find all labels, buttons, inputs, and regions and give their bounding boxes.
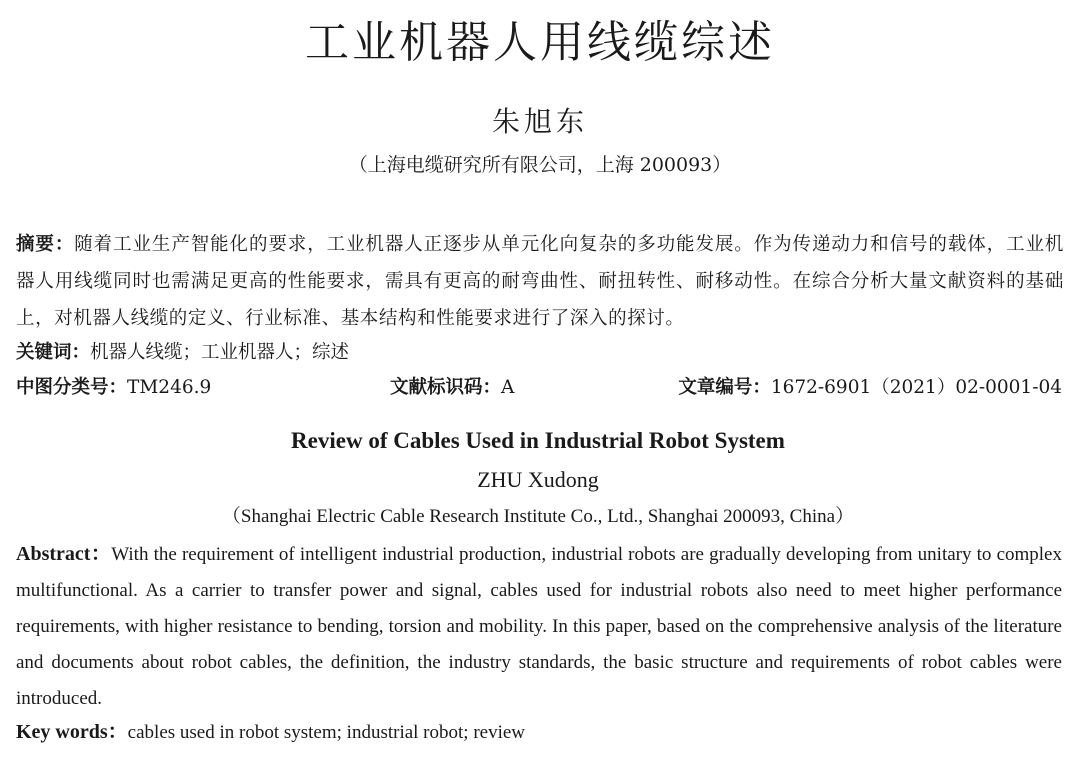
- chinese-title: 工业机器人用线缆综述: [305, 17, 775, 68]
- english-affiliation: （Shanghai Electric Cable Research Institute Co., Ltd., Shanghai 200093, China）: [221, 506, 855, 527]
- chinese-keywords-label: 关键词：: [16, 342, 91, 363]
- english-abstract-label: Abstract：: [16, 543, 112, 565]
- classification-label: 中图分类号：: [16, 377, 128, 398]
- english-title: Review of Cables Used in Industrial Robot System: [291, 428, 785, 453]
- english-author: ZHU Xudong: [477, 467, 599, 492]
- classification-number: [16, 372, 211, 404]
- english-keywords-text: cables used in robot system; industrial robot; review: [127, 722, 526, 743]
- chinese-keywords-text: 机器人线缆；工业机器人；综述: [90, 342, 350, 363]
- english-keywords-label: Key words：: [16, 721, 128, 743]
- document-code: [390, 372, 514, 404]
- chinese-abstract-text: 随着工业生产智能化的要求，工业机器人正逐步从单元化向复杂的多功能发展。作为传递动力和信号的载体，工业机器人用线缆同时也需满足更高的性能要求，需具有更高的耐弯曲性、耐扭转性、耐移动性。在综合分析大量文献资料的基础上，对机器人线缆的定义、行业标准、基本结构和性能要求进行了深入的探讨。: [16, 234, 1064, 329]
- chinese-affiliation: （上海电缆研究所有限公司，上海 200093）: [348, 154, 732, 176]
- chinese-keywords: [16, 337, 1064, 369]
- article-number-value: 1672-6901（2021）02-0001-04: [770, 377, 1062, 398]
- chinese-abstract-label: 摘要：: [16, 234, 75, 255]
- classification-value: TM246.9: [127, 377, 212, 398]
- document-code-value: A: [501, 377, 515, 398]
- chinese-author: 朱旭东: [491, 105, 588, 138]
- english-abstract-text: With the requirement of intelligent industrial production, industrial robots are gradually developing from unitary to complex multifunctional. As a carrier to transfer power and signal, cables used for industrial robots also need to meet higher performance requirements, with higher resistance to bending, torsion and mobility. In this paper, based on the comprehensive analysis of the literature and documents about robot cables, the definition, the industry standards, the basic structure and requirements of robot cables were introduced.: [16, 544, 1062, 709]
- chinese-abstract: [16, 226, 1064, 337]
- english-keywords: [16, 716, 1062, 749]
- document-code-label: 文献标识码：: [390, 377, 502, 398]
- article-number: [678, 372, 1062, 404]
- article-number-label: 文章编号：: [678, 377, 771, 398]
- english-abstract: [16, 536, 1062, 717]
